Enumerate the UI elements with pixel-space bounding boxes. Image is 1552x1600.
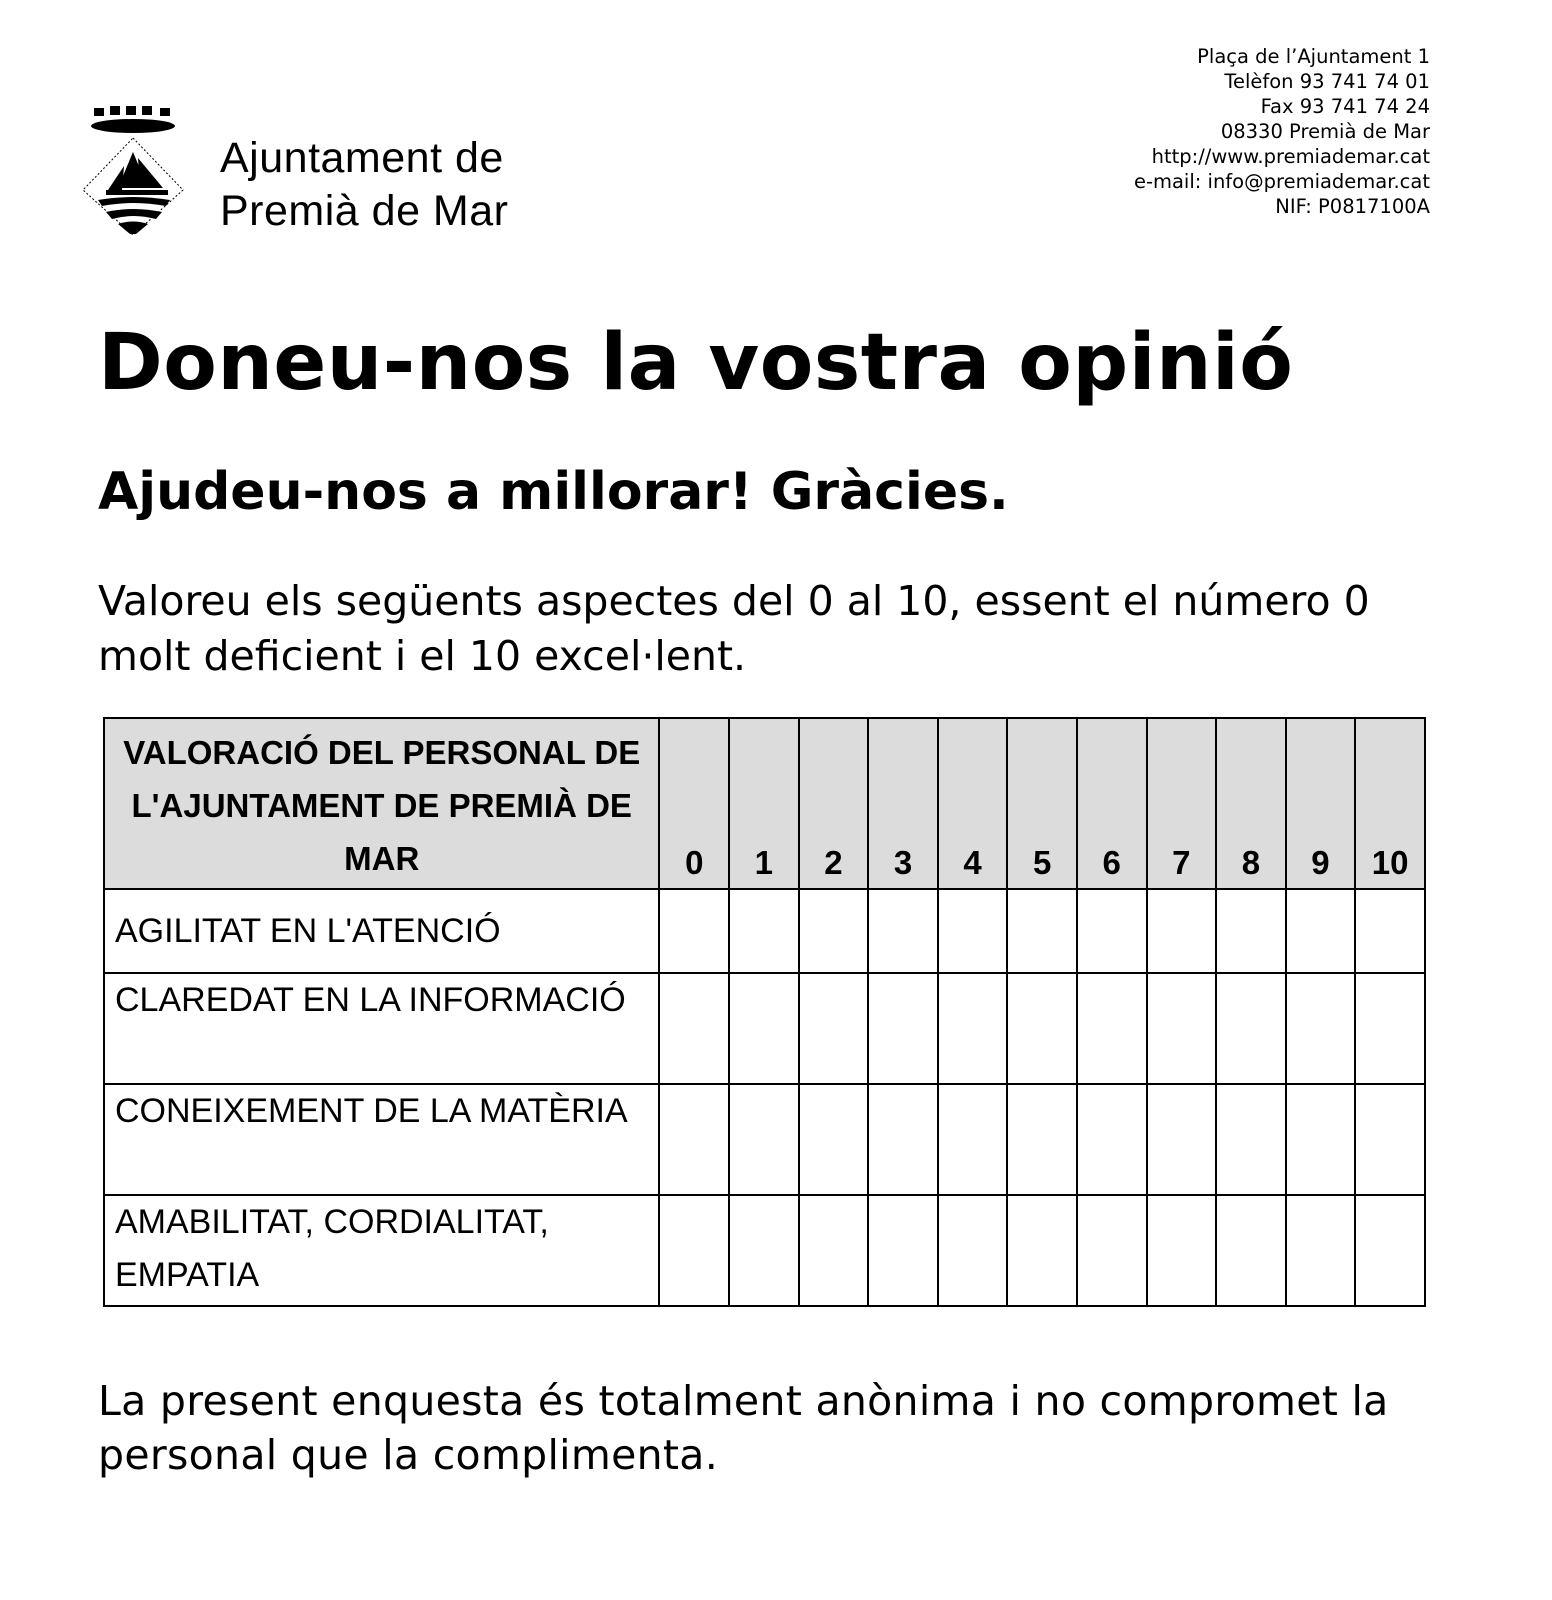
address-email: e-mail: info@premiademar.cat — [1133, 170, 1430, 193]
rating-cell-2[interactable] — [799, 1195, 869, 1306]
rating-cell-9[interactable] — [1286, 1195, 1356, 1306]
rating-cell-7[interactable] — [1147, 1084, 1217, 1195]
rating-cell-6[interactable] — [1077, 889, 1147, 973]
rating-cell-5[interactable] — [1007, 973, 1077, 1084]
score-header-5: 5 — [1007, 718, 1077, 889]
rating-cell-10[interactable] — [1355, 973, 1425, 1084]
rating-cell-9[interactable] — [1286, 1084, 1356, 1195]
rating-cell-10[interactable] — [1355, 1195, 1425, 1306]
rating-cell-6[interactable] — [1077, 1084, 1147, 1195]
score-header-2: 2 — [799, 718, 869, 889]
coat-of-arms-logo — [78, 100, 193, 240]
rating-cell-8[interactable] — [1216, 1195, 1286, 1306]
row-label: AGILITAT EN L'ATENCIÓ — [104, 889, 659, 973]
anonymity-note: La present enquesta és totalment anònima i no compromet la personal que la complimenta. — [98, 1377, 1389, 1479]
rating-cell-10[interactable] — [1355, 889, 1425, 973]
rating-cell-0[interactable] — [659, 889, 729, 973]
address-phone: Telèfon 93 741 74 01 — [1224, 70, 1430, 93]
score-header-4: 4 — [938, 718, 1008, 889]
rating-cell-5[interactable] — [1007, 1195, 1077, 1306]
score-header-6: 6 — [1077, 718, 1147, 889]
rating-cell-0[interactable] — [659, 973, 729, 1084]
rating-cell-1[interactable] — [729, 973, 799, 1084]
rating-cell-0[interactable] — [659, 1195, 729, 1306]
table-row — [104, 1084, 1425, 1195]
rating-cell-2[interactable] — [799, 1084, 869, 1195]
rating-cell-2[interactable] — [799, 973, 869, 1084]
table-row — [104, 973, 1425, 1084]
row-label: CONEIXEMENT DE LA MATÈRIA — [104, 1084, 659, 1195]
rating-cell-5[interactable] — [1007, 1084, 1077, 1195]
rating-cell-7[interactable] — [1147, 973, 1217, 1084]
rating-cell-1[interactable] — [729, 889, 799, 973]
rating-cell-9[interactable] — [1286, 889, 1356, 973]
address-street: Plaça de l’Ajuntament 1 — [1197, 45, 1430, 68]
rating-cell-4[interactable] — [938, 1084, 1008, 1195]
table-header-label: VALORACIÓ DEL PERSONAL DE L'AJUNTAMENT DE PREMIÀ DE MAR — [104, 718, 659, 889]
table-row — [104, 889, 1425, 973]
address-website: http://www.premiademar.cat — [1151, 145, 1430, 168]
rating-table — [103, 717, 1426, 1307]
rating-cell-10[interactable] — [1355, 1084, 1425, 1195]
table-row — [104, 1195, 1425, 1306]
brand-line-2: Premià de Mar — [220, 187, 509, 235]
municipality-name — [220, 132, 508, 238]
address-city: 08330 Premià de Mar — [1220, 120, 1430, 143]
rating-cell-1[interactable] — [729, 1195, 799, 1306]
brand-line-1: Ajuntament de — [220, 134, 504, 182]
rating-cell-4[interactable] — [938, 973, 1008, 1084]
intro-text: Valoreu els següents aspectes del 0 al 10, essent el número 0 molt deficient i el 10 excel·lent. — [98, 577, 1370, 680]
rating-cell-1[interactable] — [729, 1084, 799, 1195]
page-title: Doneu-nos la vostra opinió — [98, 318, 1294, 408]
rating-cell-0[interactable] — [659, 1084, 729, 1195]
score-header-8: 8 — [1216, 718, 1286, 889]
score-header-9: 9 — [1286, 718, 1356, 889]
rating-cell-7[interactable] — [1147, 1195, 1217, 1306]
rating-cell-4[interactable] — [938, 889, 1008, 973]
score-header-10: 10 — [1355, 718, 1425, 889]
row-label: CLAREDAT EN LA INFORMACIÓ — [104, 973, 659, 1084]
rating-cell-3[interactable] — [868, 1084, 938, 1195]
rating-cell-8[interactable] — [1216, 1084, 1286, 1195]
rating-cell-3[interactable] — [868, 973, 938, 1084]
address-nif: NIF: P0817100A — [1275, 195, 1430, 218]
rating-cell-6[interactable] — [1077, 1195, 1147, 1306]
score-header-7: 7 — [1147, 718, 1217, 889]
score-header-3: 3 — [868, 718, 938, 889]
rating-cell-5[interactable] — [1007, 889, 1077, 973]
score-header-0: 0 — [659, 718, 729, 889]
page-subtitle: Ajudeu-nos a millorar! Gràcies. — [98, 462, 1009, 522]
rating-cell-4[interactable] — [938, 1195, 1008, 1306]
rating-cell-9[interactable] — [1286, 973, 1356, 1084]
row-label: AMABILITAT, CORDIALITAT, EMPATIA — [104, 1195, 659, 1306]
rating-cell-2[interactable] — [799, 889, 869, 973]
rating-cell-7[interactable] — [1147, 889, 1217, 973]
rating-cell-3[interactable] — [868, 1195, 938, 1306]
address-fax: Fax 93 741 74 24 — [1260, 95, 1430, 118]
rating-cell-6[interactable] — [1077, 973, 1147, 1084]
rating-cell-8[interactable] — [1216, 889, 1286, 973]
table-header-row — [104, 718, 1425, 889]
rating-cell-3[interactable] — [868, 889, 938, 973]
contact-address — [1134, 44, 1430, 219]
score-header-1: 1 — [729, 718, 799, 889]
rating-cell-8[interactable] — [1216, 973, 1286, 1084]
